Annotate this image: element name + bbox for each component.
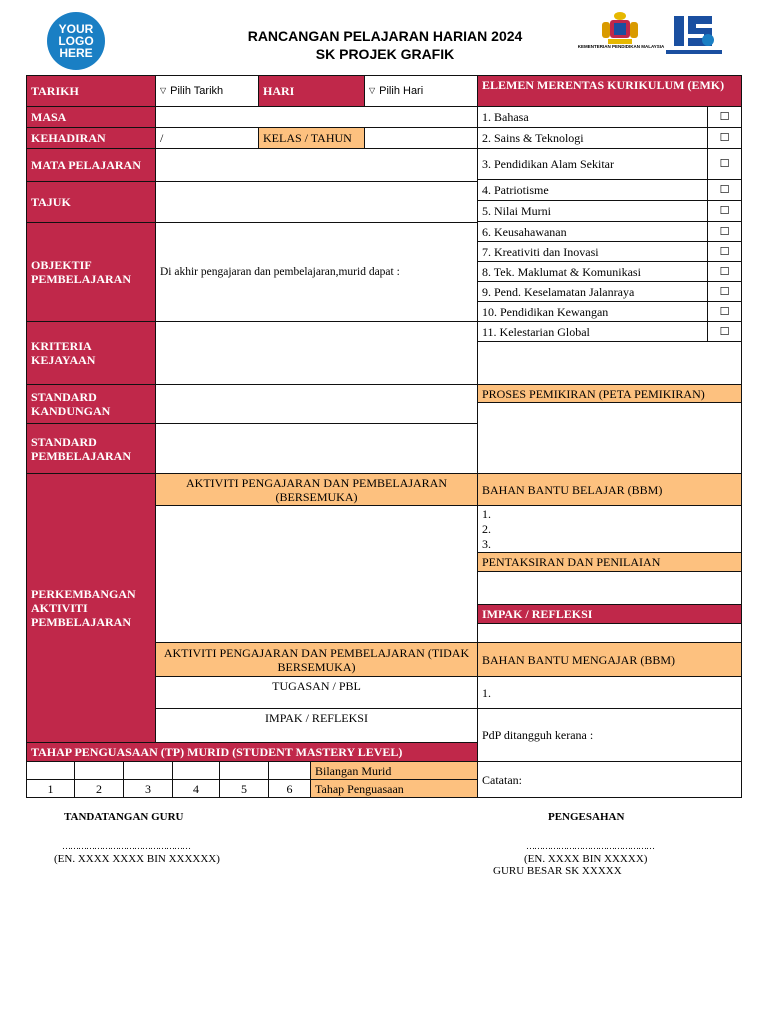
signature-line-gb[interactable]: ………………………………………… — [526, 841, 654, 851]
label-tarikh: TARIKH — [26, 75, 156, 107]
proses-pemikiran-field[interactable] — [477, 402, 742, 474]
aktiviti-tidak-bersemuka-header: AKTIVITI PENGAJARAN DAN PEMBELAJARAN (TIDAK BERSEMUKA) — [155, 642, 478, 677]
tugasan-label: TUGASAN / PBL — [272, 679, 361, 693]
standard-kandungan-field[interactable] — [155, 384, 478, 424]
tp-count-cell[interactable] — [26, 761, 75, 780]
impak-refleksi-left-field[interactable] — [155, 708, 478, 743]
tp-header: TAHAP PENGUASAAN (TP) MURID (STUDENT MASTERY LEVEL) — [26, 742, 478, 762]
emk-checkbox[interactable]: ☐ — [707, 301, 742, 322]
proses-pemikiran-header: PROSES PEMIKIRAN (PETA PEMIKIRAN) — [477, 384, 742, 403]
dropdown-arrow-icon: ▽ — [369, 86, 376, 95]
hari-picker[interactable]: ▽ Pilih Hari — [364, 75, 478, 107]
ministry-crest-icon — [600, 10, 640, 46]
school-logo: YOUR LOGO HERE — [47, 12, 105, 70]
tp-level: 6 — [268, 779, 311, 798]
tp-level: 4 — [172, 779, 220, 798]
bbb-item: 1. — [482, 507, 491, 521]
emk-checkbox[interactable]: ☐ — [707, 179, 742, 201]
document-title: RANCANGAN PELAJARAN HARIAN 2024 — [247, 28, 523, 44]
masa-field[interactable] — [155, 106, 478, 128]
tp-level: 5 — [219, 779, 269, 798]
impak-refleksi-header: IMPAK / REFLEKSI — [477, 604, 742, 624]
bbm-header: BAHAN BANTU MENGAJAR (BBM) — [477, 642, 742, 677]
label-standard-kandungan: STANDARD KANDUNGAN — [26, 384, 156, 424]
emk-checkbox[interactable]: ☐ — [707, 321, 742, 342]
bbb-header: BAHAN BANTU BELAJAR (BBM) — [477, 473, 742, 506]
anniversary-caption-bar — [666, 50, 722, 54]
emk-item: 4. Patriotisme — [477, 179, 708, 201]
emk-checkbox[interactable]: ☐ — [707, 281, 742, 302]
aktiviti-bersemuka-header: AKTIVITI PENGAJARAN DAN PEMBELAJARAN (BERSEMUKA) — [155, 473, 478, 506]
label-tandatangan-guru: TANDATANGAN GURU — [64, 811, 184, 823]
tugasan-pbl-field[interactable] — [155, 676, 478, 709]
emk-item: 8. Tek. Maklumat & Komunikasi — [477, 261, 708, 282]
tp-level: 1 — [26, 779, 75, 798]
standard-pembelajaran-field[interactable] — [155, 423, 478, 474]
emk-item: 11. Kelestarian Global — [477, 321, 708, 342]
headmaster-title: GURU BESAR SK XXXXX — [493, 865, 622, 877]
kelas-field[interactable] — [364, 127, 478, 149]
bbb-field[interactable] — [477, 505, 742, 553]
emk-item: 2. Sains & Teknologi — [477, 127, 708, 149]
emk-checkbox[interactable]: ☐ — [707, 148, 742, 180]
pentaksiran-field[interactable] — [477, 571, 742, 605]
aktiviti-bersemuka-field[interactable] — [155, 505, 478, 643]
tarikh-picker[interactable]: ▽ Pilih Tarikh — [155, 75, 259, 107]
impak-label: IMPAK / REFLEKSI — [265, 711, 368, 725]
emk-item: 5. Nilai Murni — [477, 200, 708, 222]
tp-count-cell[interactable] — [172, 761, 220, 780]
label-kehadiran: KEHADIRAN — [26, 127, 156, 149]
bbb-item: 2. — [482, 522, 491, 536]
label-hari: HARI — [258, 75, 365, 107]
emk-checkbox[interactable]: ☐ — [707, 241, 742, 262]
label-kelas-tahun: KELAS / TAHUN — [258, 127, 365, 149]
label-mata-pelajaran: MATA PELAJARAN — [26, 148, 156, 182]
label-bilangan-murid: Bilangan Murid — [310, 761, 478, 780]
signature-line-guru[interactable]: ………………………………………… — [62, 841, 190, 851]
ministry-caption: KEMENTERIAN PENDIDIKAN MALAYSIA — [577, 44, 665, 49]
impak-refleksi-right-field[interactable] — [477, 623, 742, 643]
catatan-field[interactable]: Catatan: — [477, 761, 742, 798]
bbm-item[interactable]: 1. — [477, 676, 742, 709]
label-pengesahan: PENGESAHAN — [548, 811, 625, 823]
label-objektif: OBJEKTIF PEMBELAJARAN — [26, 222, 156, 322]
pentaksiran-header: PENTAKSIRAN DAN PENILAIAN — [477, 552, 742, 572]
emk-header: ELEMEN MERENTAS KURIKULUM (EMK) — [477, 75, 742, 107]
pdp-ditangguh-field[interactable]: PdP ditangguh kerana : — [477, 708, 742, 762]
tp-count-cell[interactable] — [123, 761, 173, 780]
tp-count-cell[interactable] — [219, 761, 269, 780]
emk-item: 10. Pendidikan Kewangan — [477, 301, 708, 322]
mata-pelajaran-field[interactable] — [155, 148, 478, 182]
objektif-field[interactable]: Di akhir pengajaran dan pembelajaran,murid dapat : — [155, 222, 478, 322]
emk-checkbox[interactable]: ☐ — [707, 221, 742, 242]
anniversary-logo-icon — [672, 12, 716, 48]
emk-item: 6. Keusahawanan — [477, 221, 708, 242]
emk-checkbox[interactable]: ☐ — [707, 127, 742, 149]
label-tahap-penguasaan: Tahap Penguasaan — [310, 779, 478, 798]
emk-checkbox[interactable]: ☐ — [707, 106, 742, 128]
tp-level: 2 — [74, 779, 124, 798]
emk-checkbox[interactable]: ☐ — [707, 200, 742, 222]
school-name: SK PROJEK GRAFIK — [315, 46, 455, 62]
emk-item: 7. Kreativiti dan Inovasi — [477, 241, 708, 262]
tp-count-cell[interactable] — [268, 761, 311, 780]
label-standard-pembelajaran: STANDARD PEMBELAJARAN — [26, 423, 156, 474]
kehadiran-field[interactable]: / — [155, 127, 259, 149]
emk-item: 1. Bahasa — [477, 106, 708, 128]
dropdown-arrow-icon: ▽ — [160, 86, 167, 95]
emk-extra-field[interactable] — [477, 341, 742, 385]
kriteria-field[interactable] — [155, 321, 478, 385]
label-kriteria: KRITERIA KEJAYAAN — [26, 321, 156, 385]
bbb-item: 3. — [482, 537, 491, 551]
teacher-name: (EN. XXXX XXXX BIN XXXXXX) — [54, 853, 220, 865]
emk-checkbox[interactable]: ☐ — [707, 261, 742, 282]
label-tajuk: TAJUK — [26, 181, 156, 223]
label-masa: MASA — [26, 106, 156, 128]
tajuk-field[interactable] — [155, 181, 478, 223]
headmaster-name: (EN. XXXX BIN XXXXX) — [524, 853, 648, 865]
emk-item: 3. Pendidikan Alam Sekitar — [477, 148, 708, 180]
label-perkembangan-aktiviti: PERKEMBANGAN AKTIVITI PEMBELAJARAN — [26, 473, 156, 743]
tp-count-cell[interactable] — [74, 761, 124, 780]
emk-item: 9. Pend. Keselamatan Jalanraya — [477, 281, 708, 302]
tp-level: 3 — [123, 779, 173, 798]
